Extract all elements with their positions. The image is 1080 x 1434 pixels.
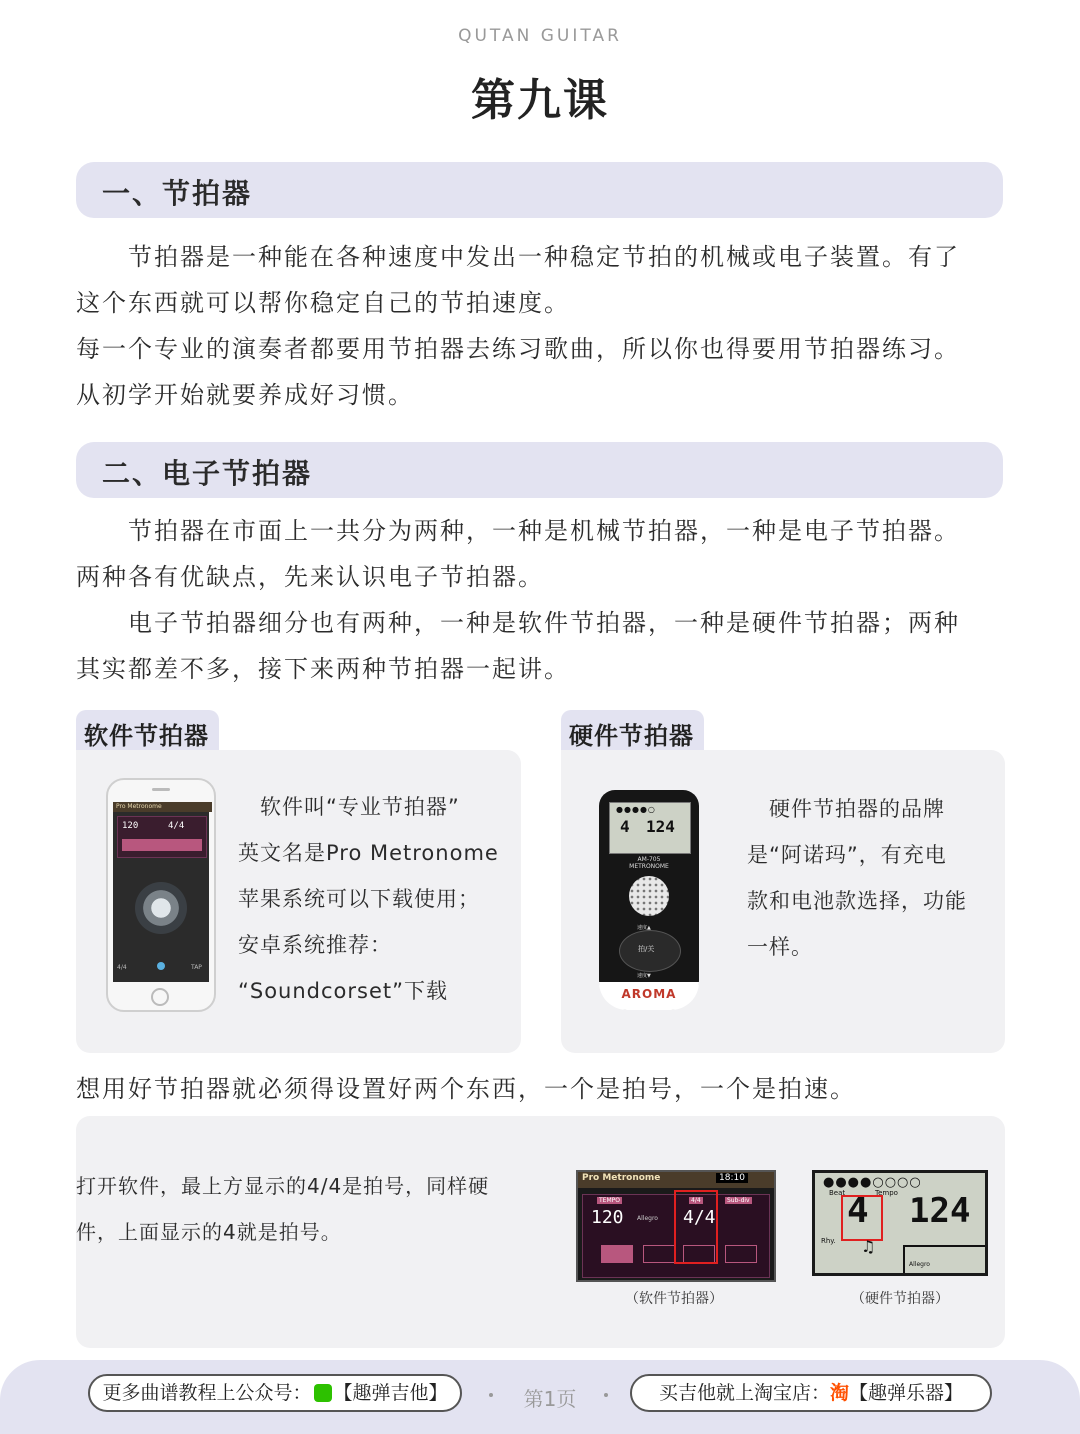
separator-dot (604, 1393, 608, 1397)
device-tempo-up-button[interactable]: 速度▲ (637, 925, 651, 931)
device-tempo: 124 (646, 817, 675, 836)
app-meter: 4/4 (168, 821, 185, 831)
taobao-store-name: 【趣弹乐器】 (849, 1382, 964, 1404)
section-header-1 (76, 162, 1003, 218)
description-line: “Soundcorset”下载 (238, 979, 449, 1003)
app-tempo: 120 (122, 821, 139, 831)
paragraph-line: 节拍器在市面上一共分为两种，一种是机械节拍器，一种是电子节拍器。 (76, 517, 960, 545)
display-beat-cell (725, 1245, 757, 1263)
description-line: 英文名是Pro Metronome (238, 841, 499, 865)
display-tempo-word: Allegro (637, 1215, 658, 1222)
description-line: 款和电池款选择，功能 (747, 889, 967, 913)
display-app-name: Pro Metronome (582, 1173, 661, 1183)
paragraph-line: 节拍器是一种能在各种速度中发出一种稳定节拍的机械或电子装置。有了 (76, 243, 960, 271)
description-line: 软件叫“专业节拍器” (238, 795, 460, 819)
lcd-beat-dots: ●●●●○○○○ (823, 1175, 922, 1190)
lcd-allegro-frame (903, 1245, 985, 1273)
device-model: AM-705 (637, 856, 661, 863)
section-1-body (76, 234, 1006, 418)
software-tab: 软件节拍器 (76, 710, 219, 750)
hardware-tab: 硬件节拍器 (561, 710, 704, 750)
description-line: 苹果系统可以下载使用； (238, 887, 480, 911)
app-tempo-dial[interactable] (135, 882, 187, 934)
device-center-button[interactable]: 拍/关 (638, 945, 655, 953)
paragraph-line: 两种各有优缺点，先来认识电子节拍器。 (76, 563, 544, 591)
paragraph-line: 这个东西就可以帮你稳定自己的节拍速度。 (76, 289, 570, 317)
app-left-button[interactable]: 4/4 (117, 964, 127, 971)
hardware-caption: （硬件节拍器） (851, 1291, 949, 1307)
device-control-pad[interactable] (619, 930, 681, 972)
lcd-rhythm-label: Rhy. (821, 1237, 836, 1245)
software-display-image (576, 1170, 776, 1282)
settings-line (76, 1066, 1006, 1112)
section-header-2 (76, 442, 1003, 498)
paragraph-line: 从初学开始就要养成好习惯。 (76, 381, 414, 409)
device-label: METRONOME (629, 863, 669, 870)
app-title-bar: Pro Metronome (113, 802, 212, 812)
lesson-title: 第九课 (471, 75, 609, 126)
info-line: 件，上面显示的4就是拍号。 (76, 1220, 342, 1244)
lcd-tempo-label: Tempo (875, 1189, 898, 1197)
info-line: 打开软件，最上方显示的4/4是拍号，同样硬 (76, 1174, 490, 1198)
display-meter-label: 4/4 (691, 1197, 701, 1204)
taobao-store-pill[interactable] (630, 1374, 992, 1412)
section-title: 一、节拍器 (102, 177, 253, 210)
display-tempo-label: TEMPO (599, 1197, 620, 1204)
paragraph-line: 电子节拍器细分也有两种，一种是软件节拍器，一种是硬件节拍器；两种 (76, 609, 960, 637)
beat-highlight-box (841, 1195, 883, 1241)
phone-screen (113, 802, 209, 982)
device-speaker-grille (629, 876, 669, 916)
description-line: 一样。 (747, 935, 813, 959)
display-subdiv-label: Sub-div (727, 1197, 750, 1204)
brand-label: QUTAN GUITAR (458, 26, 622, 46)
phone-speaker (152, 788, 170, 791)
hardware-card (561, 750, 1005, 1053)
taobao-icon: 淘 (829, 1382, 849, 1404)
section-2-body (76, 508, 1006, 692)
description-line: 安卓系统推荐： (238, 933, 392, 957)
page-number: 第1页 (523, 1387, 577, 1411)
app-beat-bar (122, 839, 202, 851)
info-box (76, 1116, 1005, 1348)
hardware-description (747, 786, 967, 970)
app-play-icon[interactable] (157, 962, 165, 970)
phone-illustration (106, 778, 216, 1012)
hardware-metronome-illustration (599, 790, 699, 1010)
software-caption: （软件节拍器） (625, 1291, 723, 1307)
display-meter: 4/4 (683, 1207, 716, 1228)
display-title-bar (578, 1172, 774, 1188)
device-beat: 4 (620, 817, 630, 836)
lcd-rhythm-note-icon: ♫ (861, 1237, 876, 1256)
section-title: 二、电子节拍器 (102, 457, 313, 490)
software-description (238, 784, 499, 1014)
wechat-account-name: 【趣弹吉他】 (333, 1382, 448, 1404)
description-line: 硬件节拍器的品牌 (747, 797, 945, 821)
device-brand: AROMA (599, 982, 699, 1010)
wechat-account-pill[interactable] (88, 1374, 462, 1412)
display-tempo: 120 (591, 1207, 624, 1228)
taobao-prefix: 买吉他就上淘宝店： (658, 1382, 830, 1404)
display-time: 18:10 (716, 1173, 748, 1183)
separator-dot (489, 1393, 493, 1397)
software-card (76, 750, 521, 1053)
paragraph-line: 想用好节拍器就必须得设置好两个东西，一个是拍号，一个是拍速。 (76, 1075, 856, 1103)
device-lcd (609, 802, 691, 854)
phone-home-button (151, 988, 169, 1006)
wechat-icon (314, 1384, 332, 1402)
display-beat-cell (601, 1245, 633, 1263)
display-beat-cell (643, 1245, 675, 1263)
hardware-display-image (812, 1170, 988, 1276)
lcd-beat-label: Beat (829, 1189, 846, 1197)
lcd-tempo: 124 (909, 1191, 971, 1231)
device-tempo-down-button[interactable]: 速度▼ (637, 973, 651, 979)
app-display (117, 816, 207, 858)
wechat-prefix: 更多曲谱教程上公众号： (102, 1382, 312, 1404)
description-line: 是“阿诺玛”，有充电 (747, 843, 947, 867)
paragraph-line: 每一个专业的演奏者都要用节拍器去练习歌曲，所以你也得要用节拍器练习。 (76, 335, 960, 363)
device-beat-dots: ●●●●○ (616, 805, 656, 814)
meter-highlight-box (674, 1190, 718, 1264)
lcd-tempo-word: Allegro (909, 1261, 930, 1268)
app-tap-button[interactable]: TAP (191, 964, 202, 971)
info-text (76, 1163, 489, 1255)
paragraph-line: 其实都差不多，接下来两种节拍器一起讲。 (76, 655, 570, 683)
lcd-beat: 4 (847, 1190, 869, 1231)
